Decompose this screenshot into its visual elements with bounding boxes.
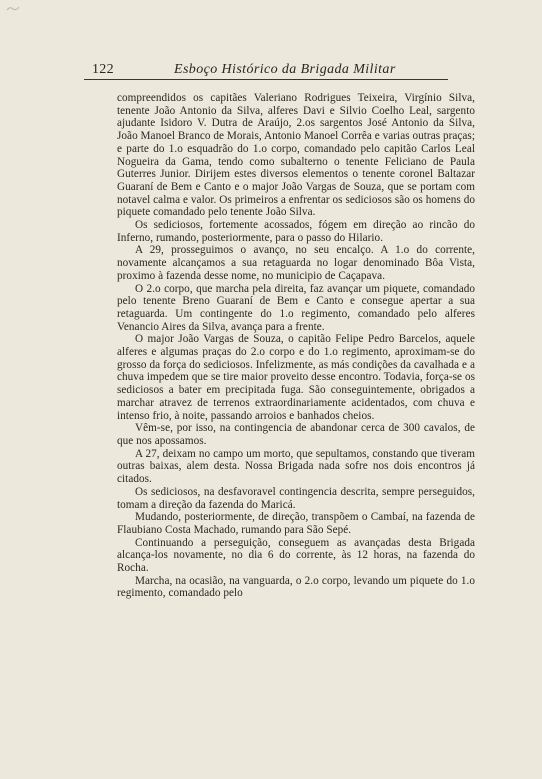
paragraph-7: A 27, deixam no campo um morto, que sepultamos, constando que tiveram outras baixas, alem desta. Nossa Brigada nada sofre nos dois encontros já citados. xyxy=(117,447,475,486)
page-number: 122 xyxy=(92,62,114,77)
page-corner-mark xyxy=(6,4,20,12)
body-text xyxy=(117,92,475,600)
page-header xyxy=(84,62,448,84)
paragraph-2: Os sediciosos, fortemente acossados, fógem em direção ao rincão do Inferno, rumando, posteriormente, para o passo do Hilario. xyxy=(117,219,475,244)
paragraph-10: Continuando a perseguição, conseguem as avançadas desta Brigada alcança-los novamente, no dia 6 do corrente, às 12 horas, na fazenda do Rocha. xyxy=(117,536,475,575)
paragraph-5: O major João Vargas de Souza, o capitão Felipe Pedro Barcelos, aquele alferes e algumas praças do 2.o corpo e do 1.o regimento, aproximam-se do grosso da força do sediciosos. Infelizmente, as más condições da cavalhada e a chuva impedem que se tire maior proveito desse encontro. Todavia, força-se os sediciosos a bater em precipitada fuga. São conseguintemente, obrigados a marchar atravez de terrenos extraordinariamente acidentados, com chuva e intenso frio, à noite, passando arroios e banhados cheios. xyxy=(117,333,475,422)
paragraph-1: compreendidos os capitães Valeriano Rodrigues Teixeira, Virgínio Silva, tenente João Antonio da Silva, alferes Davi e Silvio Coelho Leal, sargento ajudante Isidoro V. Dutra de Araújo, 2.os sargentos José Antonio da Silva, João Manoel Branco de Morais, Antonio Manoel Corrêa e varias outras praças; e parte do 1.o esquadrão do 1.o corpo, comandado pelo capitão Carlos Leal Nogueira da Gama, tendo como subalterno o tenente Feliciano de Paula Guterres Junior. Dirijem estes diversos elementos o tenente coronel Baltazar Guaraní de Bem e Canto e o major João Vargas de Souza, que se portam com notavel calma e valor. Os primeiros a enfrentar os sediciosos são os homens do piquete comandado pelo tenente João Silva. xyxy=(117,92,475,219)
paragraph-6: Vêm-se, por isso, na contingencia de abandonar cerca de 300 cavalos, de que nos apossamos. xyxy=(117,422,475,447)
running-title: Esboço Histórico da Brigada Militar xyxy=(174,62,396,77)
paragraph-3: A 29, prosseguimos o avanço, no seu encalço. A 1.o do corrente, novamente alcançamos a sua retaguarda no logar denominado Bôa Vista, proximo à fazenda desse nome, no municipio de Caçapava. xyxy=(117,244,475,282)
paragraph-9: Mudando, posteriormente, de direção, transpõem o Cambaí, na fazenda de Flaubiano Costa Machado, rumando para São Sepé. xyxy=(117,511,475,536)
paragraph-11: Marcha, na ocasião, na vanguarda, o 2.o corpo, levando um piquete do 1.o regimento, comandado pelo xyxy=(117,574,475,600)
paragraph-8: Os sediciosos, na desfavoravel contingencia descrita, sempre perseguidos, tomam a direção da fazenda do Maricá. xyxy=(117,485,475,511)
paragraph-4: O 2.o corpo, que marcha pela direita, faz avançar um piquete, comandado pelo tenente Breno Guaraní de Bem e Canto e consegue apertar a sua retaguarda. Um contingente do 1.o regimento, comandado pelo alferes Venancio Aires da Silva, avança para a frente. xyxy=(117,282,475,333)
header-rule xyxy=(84,79,448,80)
